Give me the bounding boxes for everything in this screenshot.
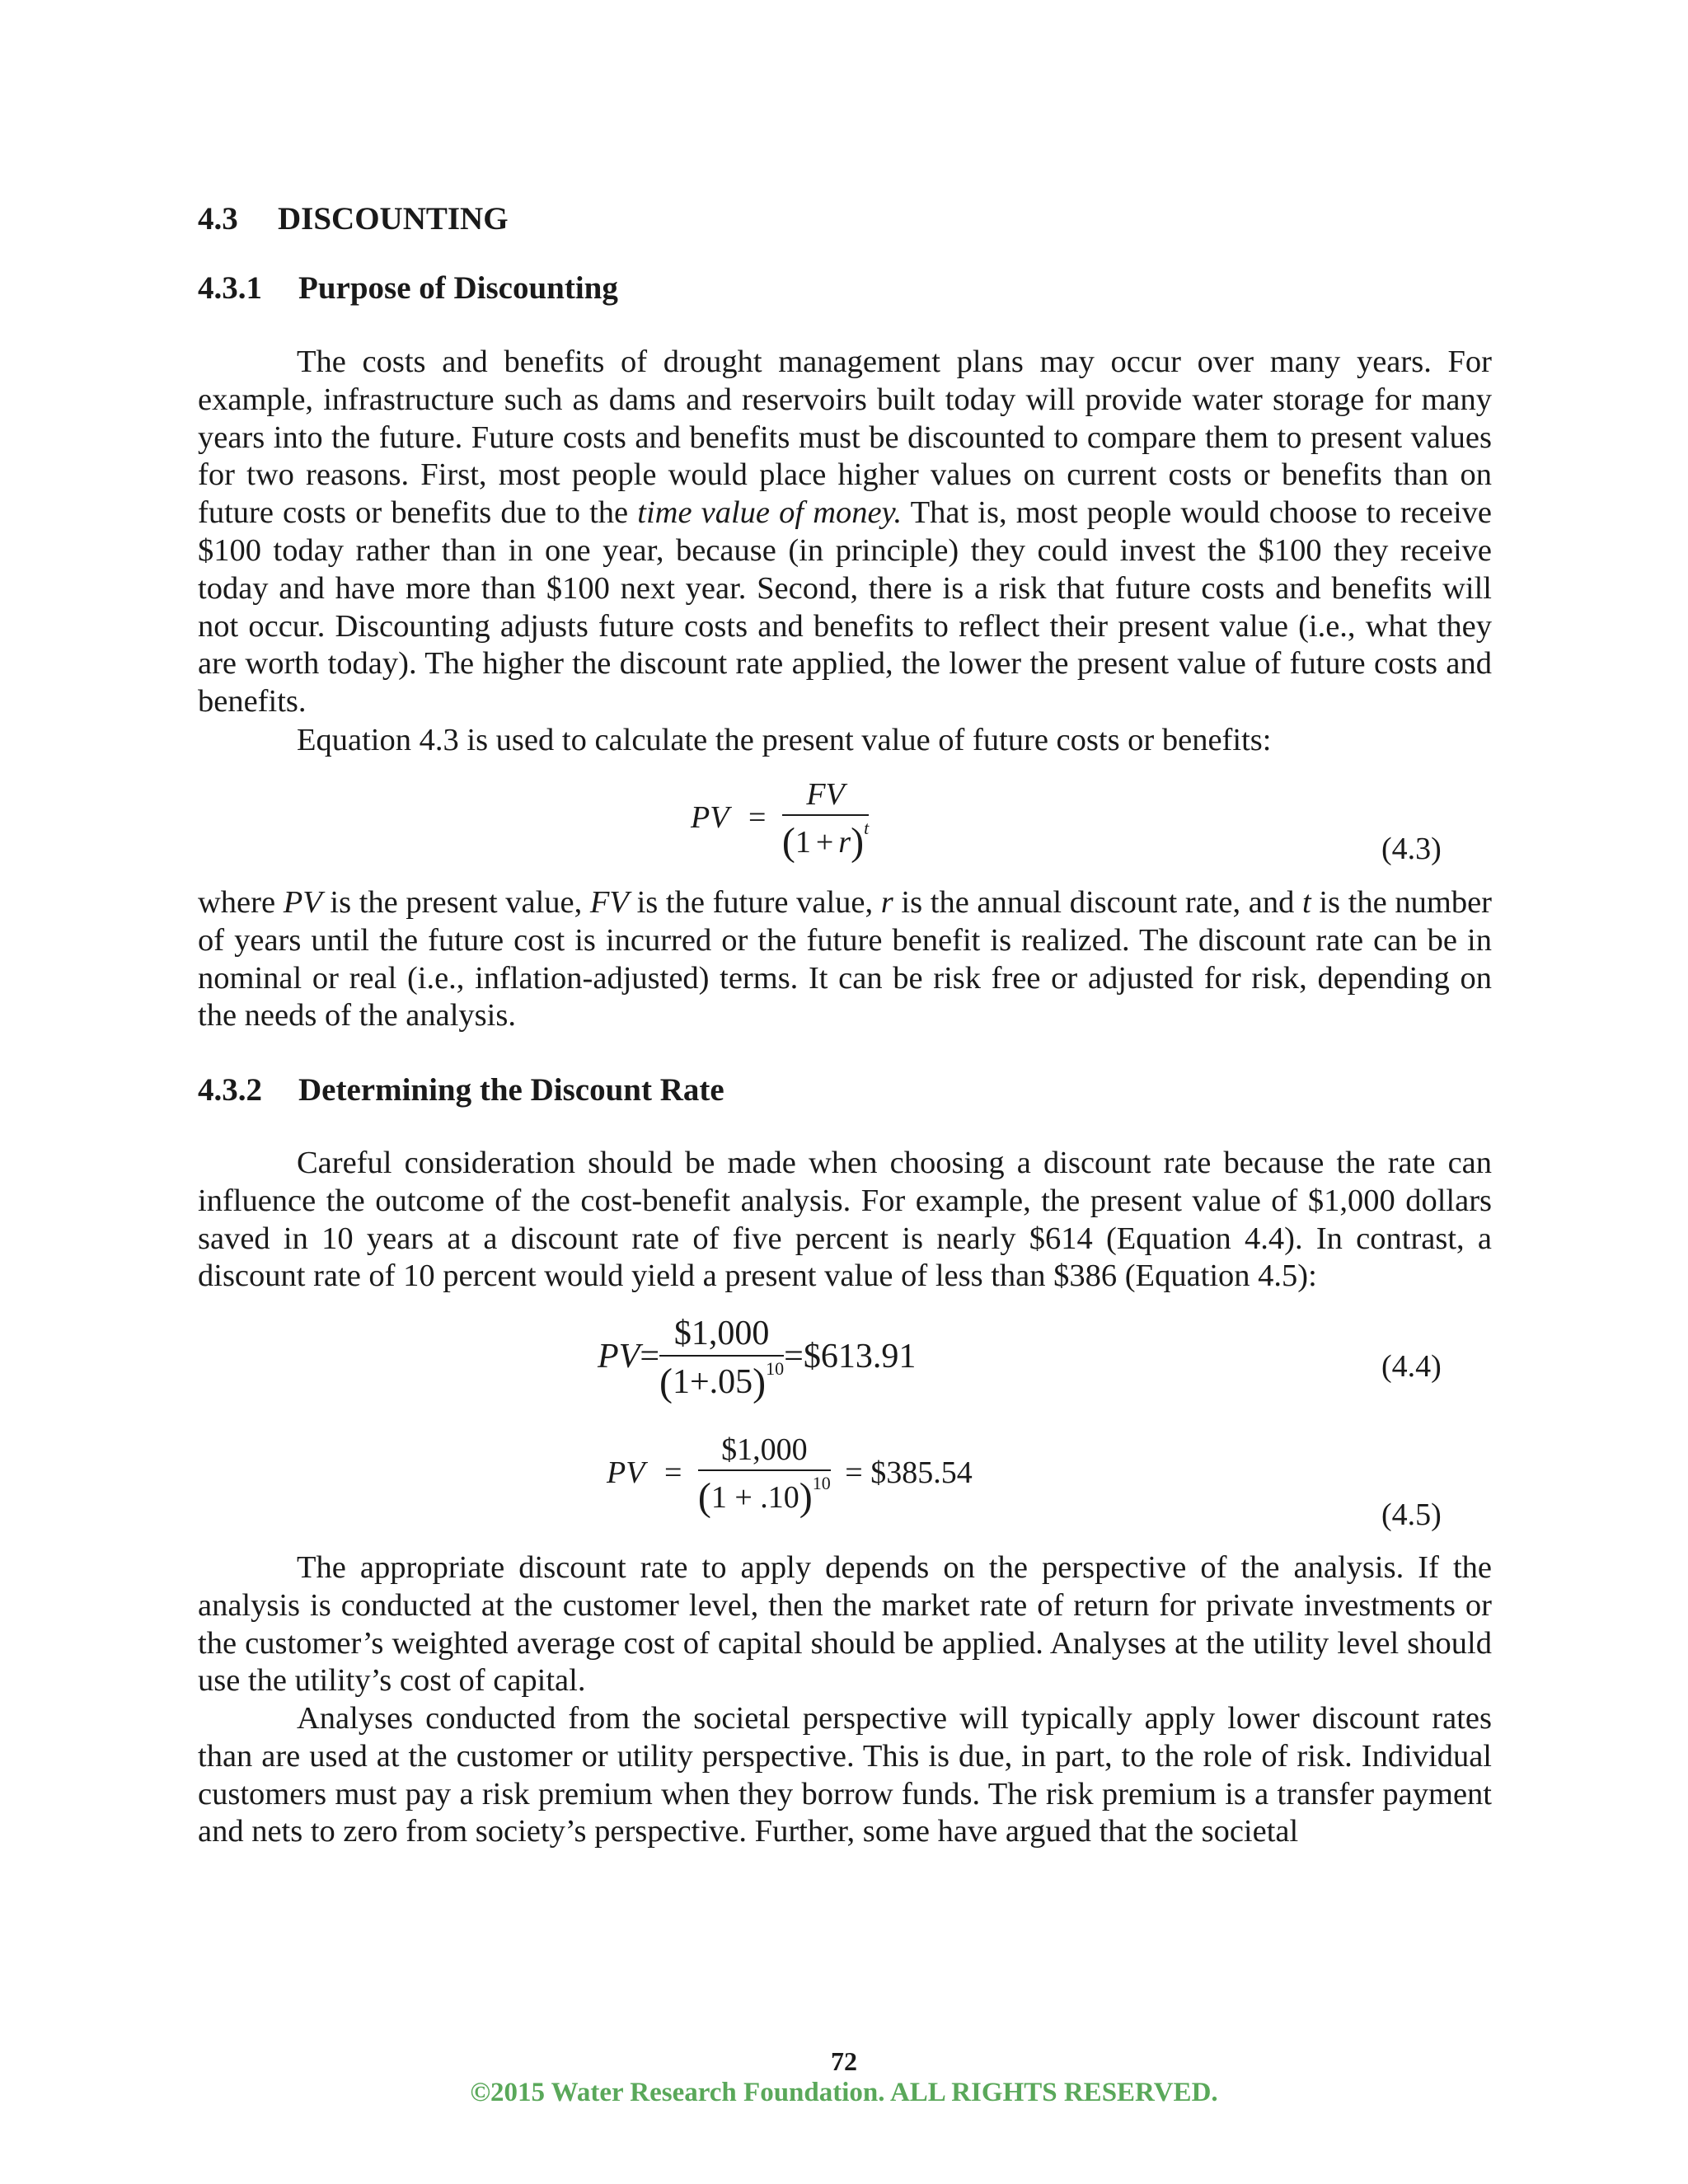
denom-plus: + bbox=[815, 825, 834, 860]
paragraph-variable-definitions bbox=[198, 884, 1492, 1035]
paragraph-societal-perspective: Analyses conducted from the societal perspective will typically apply lower discount rates than are used at the customer or utility perspective. This is due, in part, to the role of risk. Individual customers must pay a risk premium when they borrow funds. The risk premium is a transfer payment and nets to zero from society’s perspective. Further, some have argued that the societal bbox=[198, 1701, 1492, 1849]
equation-fraction bbox=[659, 1314, 784, 1405]
equation-equals: = bbox=[663, 1455, 682, 1491]
italic-term: time value of money. bbox=[637, 495, 903, 531]
page-number: 72 bbox=[831, 2046, 857, 2076]
variable-pv: PV bbox=[283, 885, 322, 920]
equation-denominator bbox=[782, 816, 869, 865]
equation-4-4 bbox=[598, 1314, 916, 1405]
equation-result: =$613.91 bbox=[784, 1338, 917, 1376]
paragraph-text: That is, most people would choose to receive $100 today rather than in one year, because (in principle) they could invest the $100 they receive today and have more than $100 next year. Second, there is a risk that future costs and benefits will not occur. Discounting adjusts future costs and benefits to reflect their present value (i.e., what they are worth today). The higher the discount rate applied, the lower the present value of future costs and benefits. bbox=[198, 495, 1492, 719]
copyright-notice: ©2015 Water Research Foundation. ALL RIGHTS RESERVED. bbox=[470, 2078, 1218, 2107]
section-number: 4.3 bbox=[198, 201, 238, 237]
equation-numerator: $1,000 bbox=[698, 1432, 831, 1471]
paragraph-equation-intro: Equation 4.3 is used to calculate the present value of future costs or benefits: bbox=[297, 723, 1272, 757]
paragraph-text: is the future value, bbox=[628, 885, 881, 920]
denom-term: 1+.05 bbox=[672, 1363, 753, 1401]
subsection-number: 4.3.1 bbox=[198, 270, 262, 306]
variable-r: r bbox=[880, 885, 893, 920]
equation-fraction bbox=[698, 1432, 831, 1520]
denom-term: 1 + .10 bbox=[710, 1480, 799, 1515]
equation-number-4-3: (4.3) bbox=[1381, 832, 1442, 866]
equation-numerator: FV bbox=[782, 776, 869, 816]
equation-4-3 bbox=[691, 776, 869, 865]
denom-var: r bbox=[838, 825, 851, 860]
subsection-title: Determining the Discount Rate bbox=[298, 1072, 724, 1108]
equation-4-5 bbox=[607, 1432, 973, 1520]
paragraph-text: is the annual discount rate, and bbox=[893, 885, 1303, 920]
variable-t: t bbox=[1302, 885, 1311, 920]
equation-lhs: PV bbox=[598, 1338, 640, 1376]
denom-term: 1 bbox=[795, 825, 811, 860]
equation-exponent: 10 bbox=[766, 1358, 785, 1379]
subsection-heading-discount-rate bbox=[198, 1071, 724, 1109]
subsection-title: Purpose of Discounting bbox=[298, 270, 618, 306]
equation-result: = $385.54 bbox=[845, 1455, 973, 1491]
paragraph-discount-rate-choice: Careful consideration should be made when choosing a discount rate because the rate can influence the outcome of the cost-benefit analysis. For example, the present value of $1,000 dollars saved in 10 years at a discount rate of five percent is nearly $614 (Equation 4.4). In contrast, a discount rate of 10 percent would yield a present value of less than $386 (Equation 4.5): bbox=[198, 1146, 1492, 1294]
paragraph-text: is the number of years until the future cost is incurred or the future benefit is realized. The discount rate can be in nominal or real (i.e., inflation-adjusted) terms. It can be risk free or adjusted for risk, depending on the needs of the analysis. bbox=[198, 885, 1492, 1033]
paragraph-text: where bbox=[198, 885, 284, 920]
paragraph-perspective: The appropriate discount rate to apply depends on the perspective of the analysis. If the analysis is conducted at the customer level, then the market rate of return for private investments or the customer’s weighted average cost of capital should be applied. Analyses at the utility level should use the utility’s cost of capital. bbox=[198, 1550, 1492, 1699]
equation-number-4-5: (4.5) bbox=[1381, 1497, 1442, 1532]
paragraph-purpose bbox=[198, 344, 1492, 721]
equation-number-4-4: (4.4) bbox=[1381, 1349, 1442, 1384]
equation-fraction bbox=[782, 776, 869, 865]
equation-lhs: PV bbox=[691, 800, 729, 836]
paragraph-text: is the present value, bbox=[321, 885, 590, 920]
equation-lhs: PV bbox=[607, 1455, 645, 1491]
subsection-heading-purpose bbox=[198, 269, 618, 307]
equation-exponent: t bbox=[864, 818, 870, 838]
section-title: DISCOUNTING bbox=[278, 201, 509, 237]
equation-exponent: 10 bbox=[812, 1473, 831, 1493]
equation-denominator: $(1+.05)^{10}$ bbox=[659, 1358, 785, 1404]
subsection-number: 4.3.2 bbox=[198, 1072, 262, 1108]
section-heading bbox=[198, 200, 509, 238]
equation-denominator: $(1 + .10)^{10}$ bbox=[697, 1473, 831, 1519]
paren-close: ) bbox=[851, 820, 865, 864]
paren-open: ( bbox=[781, 820, 795, 864]
variable-fv: FV bbox=[589, 885, 629, 920]
equation-numerator: $1,000 bbox=[659, 1314, 784, 1357]
paragraph-text: The costs and benefits of drought management plans may occur over many years. For example, infrastructure such as dams and reservoirs built today will provide water storage for many years into the future. Future costs and benefits must be discounted to compare them to present values for two reasons. First, most people would place higher values on current costs or benefits than on future costs or benefits due to the bbox=[198, 344, 1492, 531]
equation-equals: = bbox=[640, 1338, 659, 1376]
equation-equals: = bbox=[748, 800, 767, 836]
